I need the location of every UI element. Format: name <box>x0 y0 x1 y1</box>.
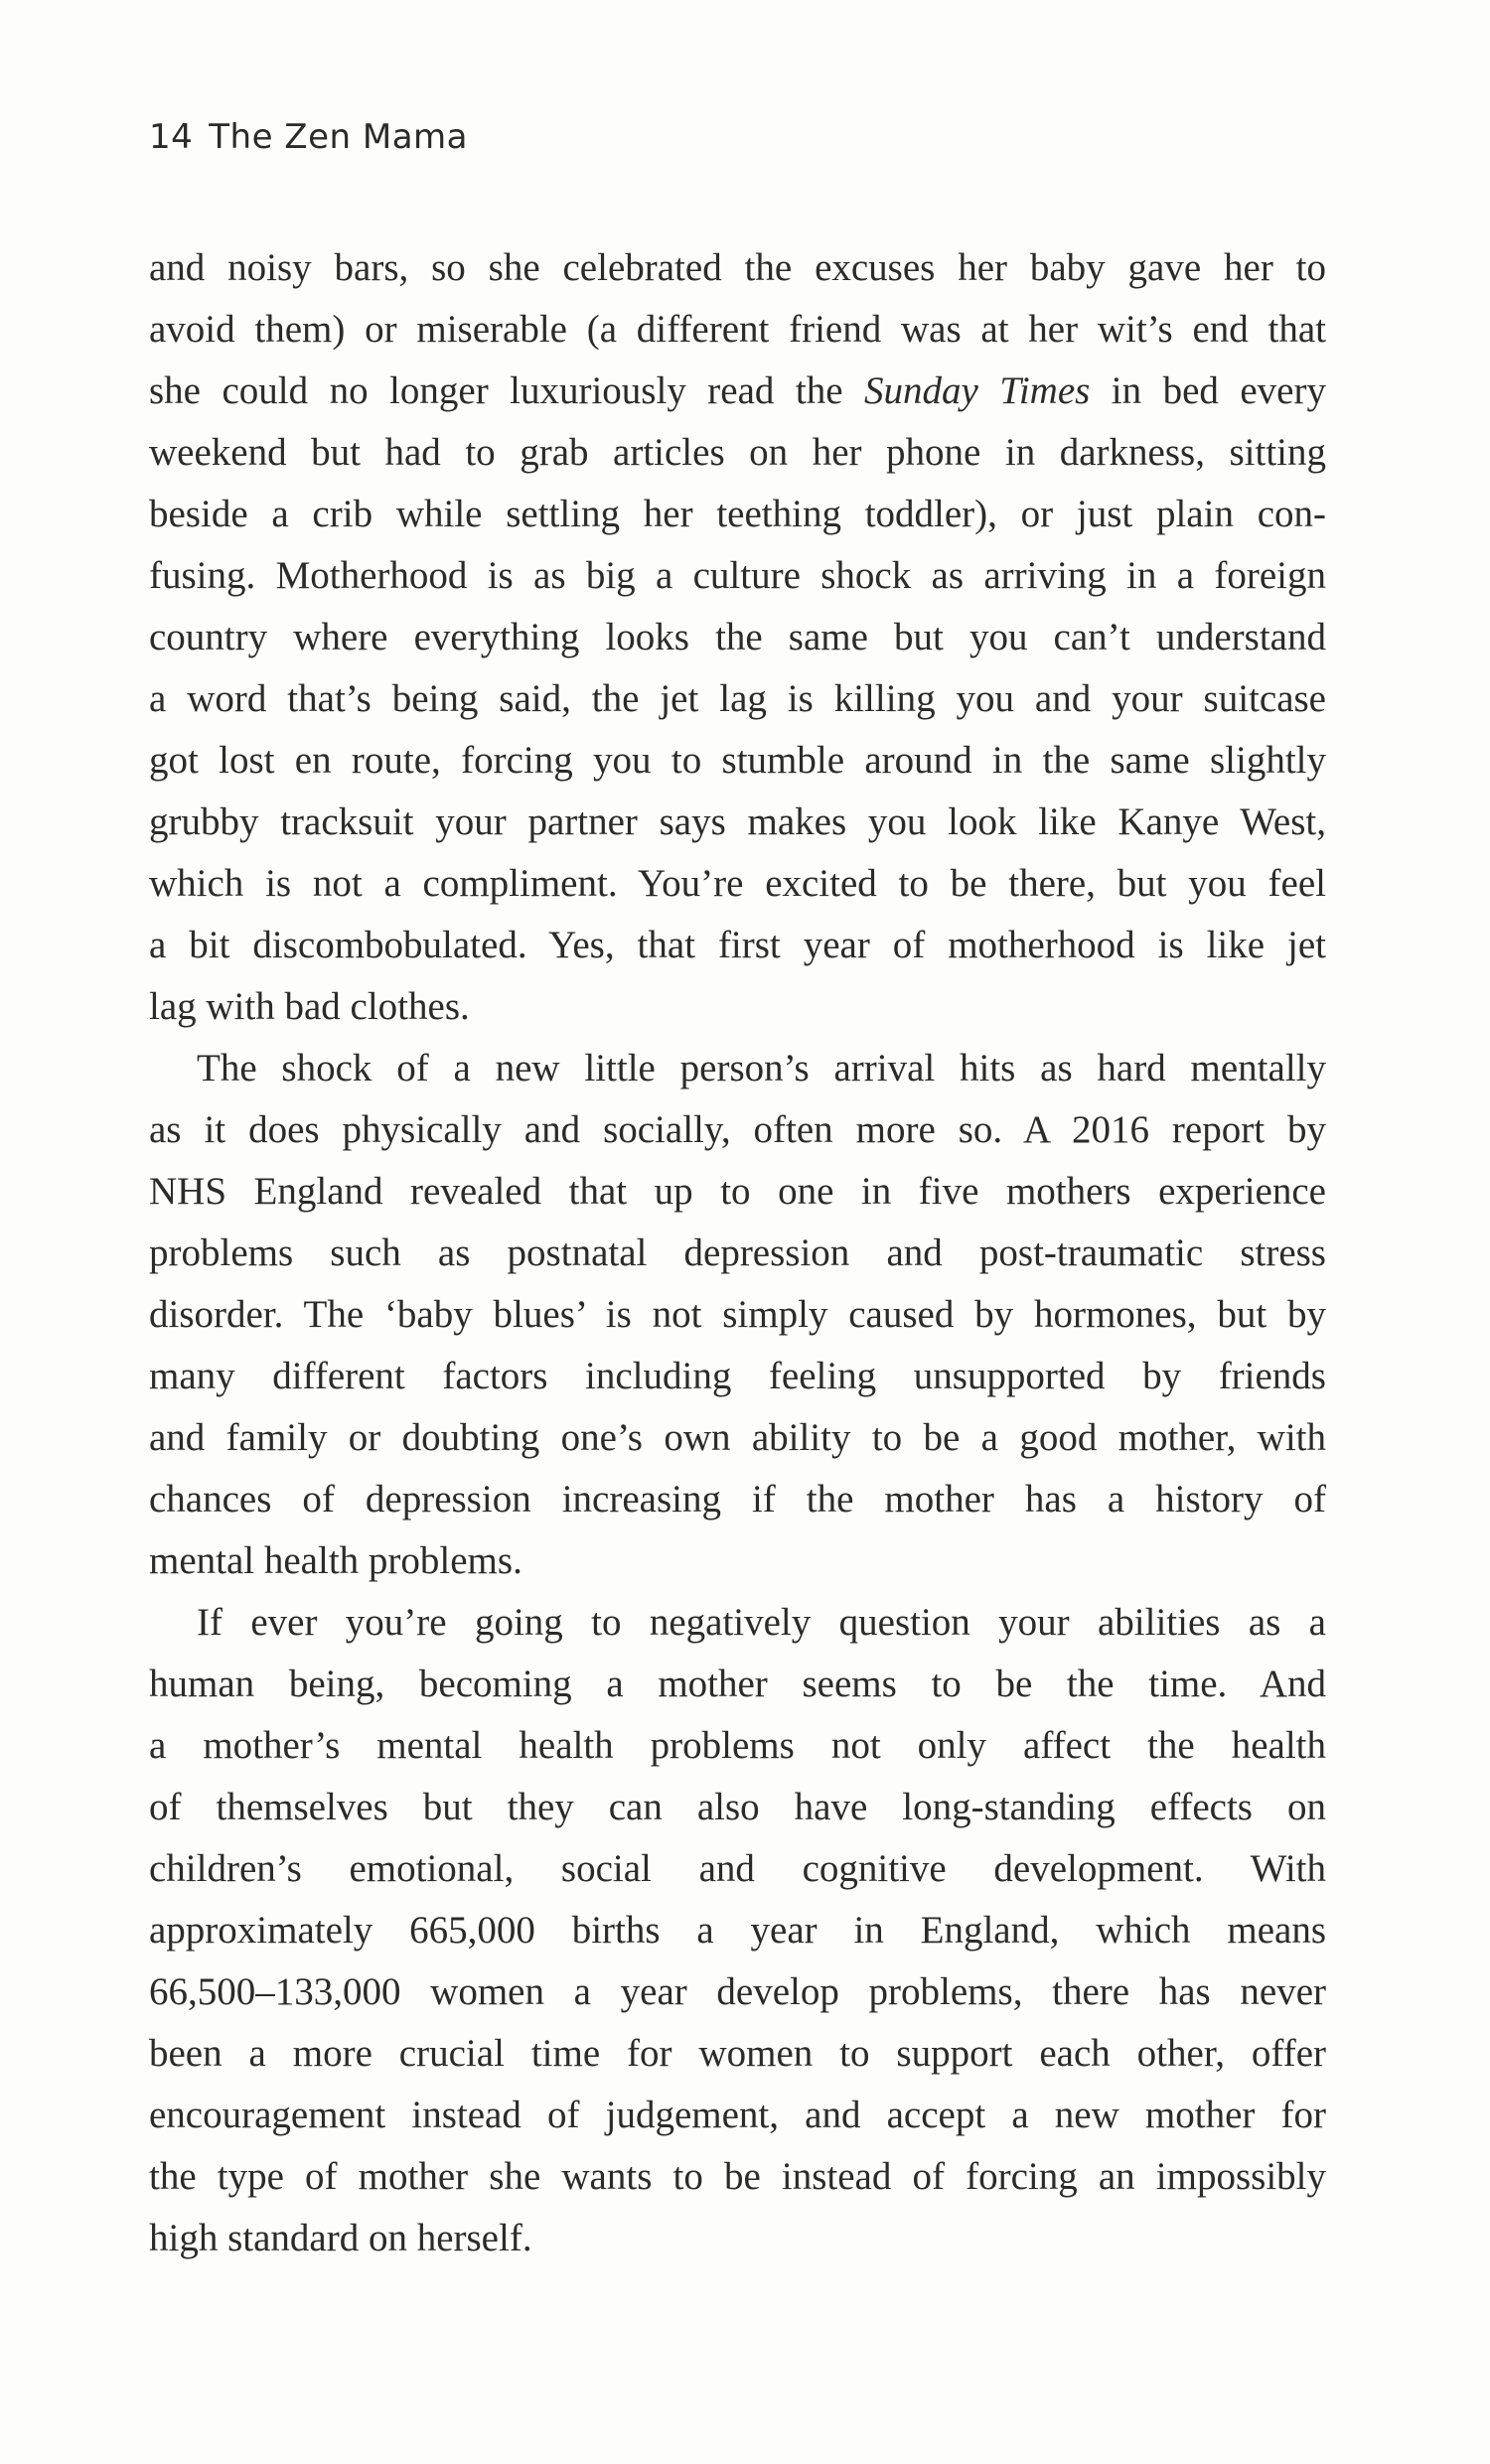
text-line: a mother’s mental health problems not only affect the health <box>149 1724 1326 1767</box>
text-line: problems such as postnatal depression and post-traumatic stress <box>149 1232 1326 1274</box>
text-line: The shock of a new little person’s arrival hits as hard mentally <box>197 1047 1326 1089</box>
text-line: of themselves but they can also have long-standing effects on <box>149 1786 1326 1828</box>
text-line: chances of depression increasing if the mother has a history of <box>149 1478 1326 1521</box>
text-line: avoid them) or miserable (a different friend was at her wit’s end that <box>149 308 1326 351</box>
text-line: grubby tracksuit your partner says makes you look like Kanye West, <box>149 800 1326 843</box>
paragraph <box>149 237 1326 1038</box>
page-number: 14 <box>149 117 194 157</box>
text-line: mental health problems. <box>149 1539 522 1582</box>
text-line: which is not a compliment. You’re excited to be there, but you feel <box>149 862 1326 905</box>
text-run: in bed every <box>1090 369 1326 412</box>
body-text <box>149 237 1326 2269</box>
text-line: a word that’s being said, the jet lag is killing you and your suitcase <box>149 677 1326 720</box>
text-line: approximately 665,000 births a year in England, which means <box>149 1909 1326 1952</box>
text-line: and noisy bars, so she celebrated the excuses her baby gave her to <box>149 246 1326 289</box>
text-line: many different factors including feeling unsupported by friends <box>149 1355 1326 1397</box>
text-line: human being, becoming a mother seems to be the time. And <box>149 1663 1326 1705</box>
text-line: the type of mother she wants to be instead of forcing an impossibly <box>149 2155 1326 2198</box>
text-line: high standard on herself. <box>149 2217 532 2259</box>
text-line <box>149 361 1326 422</box>
paragraph <box>149 1592 1326 2269</box>
book-title: The Zen Mama <box>209 117 468 157</box>
text-line: got lost en route, forcing you to stumble around in the same slightly <box>149 739 1326 782</box>
text-line: disorder. The ‘baby blues’ is not simply caused by hormones, but by <box>149 1293 1326 1336</box>
text-line: fusing. Motherhood is as big a culture shock as arriving in a foreign <box>149 554 1326 597</box>
text-line: If ever you’re going to negatively question your abilities as a <box>197 1601 1326 1644</box>
paragraph <box>149 1038 1326 1592</box>
text-line: and family or doubting one’s own ability to be a good mother, with <box>149 1416 1326 1459</box>
text-line: NHS England revealed that up to one in five mothers experience <box>149 1170 1326 1213</box>
text-line: encouragement instead of judgement, and accept a new mother for <box>149 2094 1326 2136</box>
text-line: country where everything looks the same but you can’t understand <box>149 616 1326 658</box>
italic-title: Sunday Times <box>864 369 1091 412</box>
text-line: a bit discombobulated. Yes, that first year of motherhood is like jet <box>149 924 1326 966</box>
text-line: 66,500–133,000 women a year develop problems, there has never <box>149 1970 1326 2013</box>
text-line: beside a crib while settling her teething toddler), or just plain con- <box>149 493 1326 535</box>
text-run: she could no longer luxuriously read the <box>149 369 864 412</box>
text-line: weekend but had to grab articles on her phone in darkness, sitting <box>149 431 1326 474</box>
running-head <box>149 117 468 157</box>
text-line: children’s emotional, social and cognitive development. With <box>149 1847 1326 1890</box>
text-line: as it does physically and socially, often more so. A 2016 report by <box>149 1108 1326 1151</box>
text-line: been a more crucial time for women to support each other, offer <box>149 2032 1326 2075</box>
text-line: lag with bad clothes. <box>149 985 470 1028</box>
